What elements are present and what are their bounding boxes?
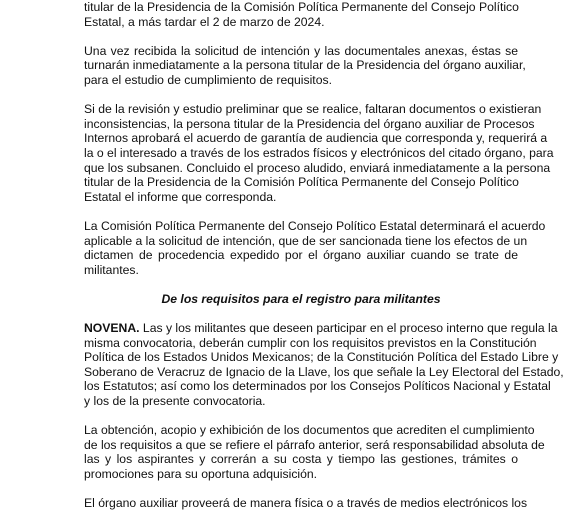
text-line: La obtención, acopio y exhibición de los documentos que acrediten el cumplimiento [84,423,535,438]
text-line: titular de la Presidencia de la Comisión Política Permanente del Consejo Político [84,0,519,14]
text-line: Estatal el informe que corresponda. [84,189,277,204]
text-line: los Estatutos; así como los determinados por los Consejos Políticos Nacional y Estatal [84,379,551,394]
text-line: dictamen de procedencia expedido por el órgano auxiliar cuando se trate de [84,248,518,263]
document-page [84,0,564,511]
text-line: El órgano auxiliar proveerá de manera física o a través de medios electrónicos los [84,496,528,511]
text-line: Estatal, a más tardar el 2 de marzo de 2024. [84,14,325,29]
section-heading: De los requisitos para el registro para militantes [161,291,441,306]
text-line: aplicable a la solicitud de intención, que de ser sancionada tiene los efectos de un [84,233,528,248]
text-line: y los de la presente convocatoria. [84,394,266,409]
text-line: promociones para su oportuna adquisición. [84,467,318,481]
paragraph [84,423,545,481]
text-line: inconsistencias, la persona titular de la Presidencia del órgano auxiliar de Procesos [84,116,535,131]
clause-text: Las y los militantes que deseen participar en el proceso interno que regula la [139,321,558,336]
text-line [84,321,558,336]
text-line: turnarán inmediatamente a la persona titular de la Presidencia del órgano auxiliar, [84,58,526,73]
paragraph [84,496,528,511]
text-line: de los requisitos a que se refiere el párrafo anterior, será responsabilidad absoluta de [84,437,545,452]
paragraph [84,102,554,204]
paragraph [84,43,526,88]
text-line: las y los aspirantes y correrán a su costa y tiempo las gestiones, trámites o [84,452,518,467]
text-line: para el estudio de cumplimiento de requisitos. [84,72,332,87]
text-line: titular de la Presidencia de la Comisión Política Permanente del Consejo Político [84,175,519,190]
clause-label: NOVENA. [84,321,140,336]
text-line: militantes. [84,262,139,277]
paragraph [84,218,546,277]
text-line: Política de los Estados Unidos Mexicanos; de la Constitución Política del Estado Libre y [84,350,559,365]
text-line: La Comisión Política Permanente del Consejo Político Estatal determinará el acuerdo [84,218,546,233]
text-line: Soberano de Veracruz de Ignacio de la Llave, los que señale la Ley Electoral del Estado, [84,364,564,379]
text-line: que los subsanen. Concluido el proceso aludido, enviará inmediatamente a la persona [84,160,551,175]
paragraph [84,0,518,29]
clause-novena [84,321,564,409]
text-line: Si de la revisión y estudio preliminar que se realice, faltaran documentos o existieran [84,102,542,117]
text-line: Internos aprobará el acuerdo de garantía de audiencia que corresponda y, requerirá a [84,131,548,146]
text-line: Una vez recibida la solicitud de intención y las documentales anexas, éstas se [84,43,518,58]
text-line: misma convocatoria, deberán cumplir con los requisitos previstos en la Constitución [84,335,537,350]
text-line: la o el interesado a través de los estrados físicos y electrónicos del citado órgano, para [84,145,554,160]
